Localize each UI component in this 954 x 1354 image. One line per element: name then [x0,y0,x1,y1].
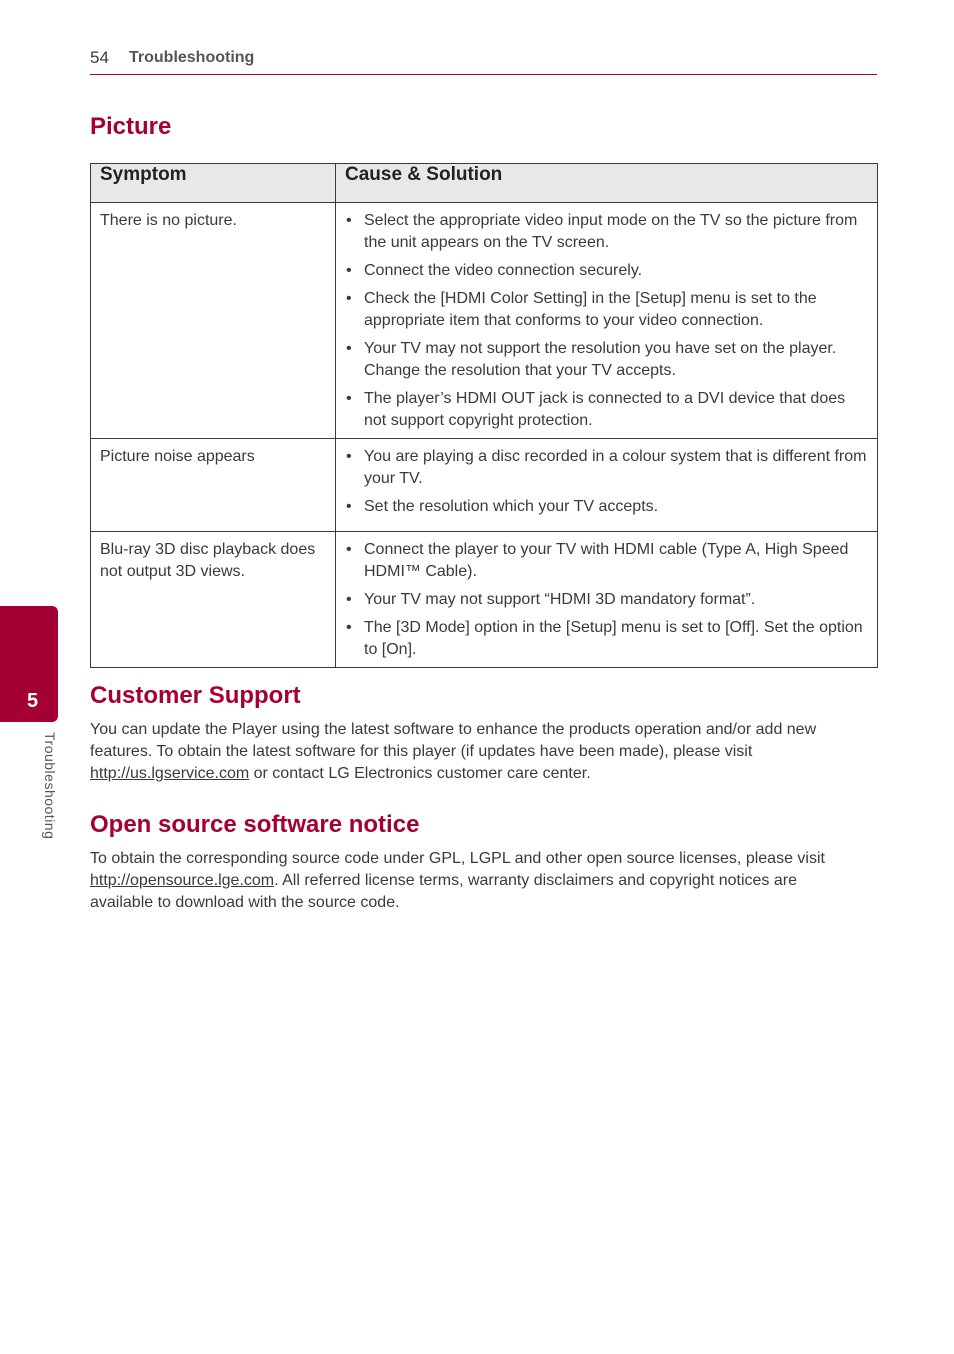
customer-support-text [90,719,860,785]
list-item: • Select the appropriate video input mode on the TV so the picture from the unit appears on the TV screen. [345,210,868,254]
cause-cell [336,439,878,532]
open-source-text-end: . All referred license terms, warranty disclaimers and copyright notices are available to download with the source code. [90,872,797,911]
table-row [91,532,878,668]
chapter-number: 5 [27,690,39,712]
customer-support-heading: Customer Support [90,682,301,709]
cause-list [345,210,868,432]
list-item: • Your TV may not support the resolution you have set on the player. Change the resolution that your TV accepts. [345,338,868,382]
open-source-text-start: To obtain the corresponding source code under GPL, LGPL and other open source licenses, please visit [90,850,825,867]
list-item: • Connect the player to your TV with HDMI cable (Type A, High Speed HDMI™ Cable). [345,539,868,583]
support-text-start: You can update the Player using the latest software to enhance the products operation and/or add new features. To obtain the latest software for this player (if updates have been made), please visit [90,721,817,760]
symptom-cell: Picture noise appears [91,439,336,532]
section-title: Troubleshooting [129,49,255,66]
picture-table [90,163,878,668]
list-item: • The player’s HDMI OUT jack is connected to a DVI device that does not support copyright protection. [345,388,868,432]
cause-list [345,446,868,518]
page-number: 54 [90,48,109,67]
open-source-heading: Open source software notice [90,811,420,838]
chapter-label: Troubleshooting [42,732,58,840]
support-text-end: or contact LG Electronics customer care center. [249,765,591,782]
symptom-cell: Blu-ray 3D disc playback does not output 3D views. [91,532,336,668]
cause-cell [336,532,878,668]
table-row [91,203,878,439]
list-item: • The [3D Mode] option in the [Setup] menu is set to [Off]. Set the option to [On]. [345,617,868,661]
lgservice-link[interactable]: http://us.lgservice.com [90,765,250,782]
cause-cell [336,203,878,439]
table-header-row [91,164,878,203]
symptom-cell: There is no picture. [91,203,336,439]
list-item: • You are playing a disc recorded in a colour system that is different from your TV. [345,446,868,490]
opensource-link[interactable]: http://opensource.lge.com [90,872,275,889]
table-row [91,439,878,532]
list-item: • Connect the video connection securely. [345,260,868,282]
symptom-column-header: Symptom [91,164,336,203]
cause-column-header: Cause & Solution [336,164,878,203]
picture-heading: Picture [90,113,172,140]
list-item: • Your TV may not support “HDMI 3D mandatory format”. [345,589,868,611]
list-item: • Check the [HDMI Color Setting] in the [Setup] menu is set to the appropriate item that conforms to your video connection. [345,288,868,332]
cause-list [345,539,868,661]
list-item: • Set the resolution which your TV accepts. [345,496,868,518]
page-header [90,48,877,75]
open-source-text [90,848,860,914]
